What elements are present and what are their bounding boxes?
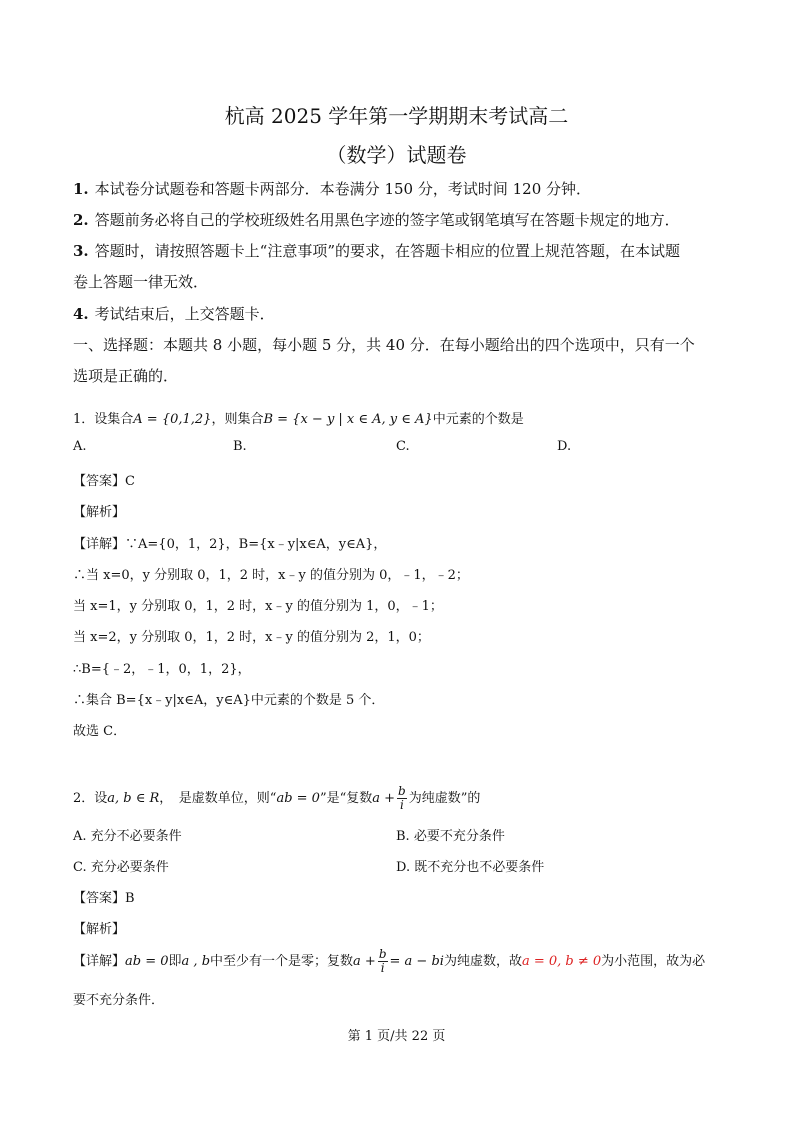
- b-over-i-fraction-detail: $\frac{b}{i}$: [378, 947, 387, 975]
- q1-answer: 【答案】C: [73, 474, 135, 489]
- question-1: 1．设集合A = {0,1,2}，则集合B = {x − y | x ∈ A, y ∈ A}中元素的个数是: [73, 412, 524, 427]
- q1-option-a: A.: [73, 439, 87, 454]
- q2-option-b: B. 必要不充分条件: [396, 829, 505, 844]
- section-header-line2: 选项是正确的．: [73, 367, 179, 385]
- set-a-formula: A = {0,1,2}: [133, 412, 212, 427]
- instruction-3-cont: 卷上答题一律无效．: [73, 273, 209, 291]
- q1-option-c: C.: [396, 439, 410, 454]
- q2-option-a: A. 充分不必要条件: [73, 829, 182, 844]
- b-over-i-fraction: $\frac{b}{i}$: [398, 784, 406, 812]
- q2-option-d: D. 既不充分也不必要条件: [396, 860, 545, 875]
- q1-option-d: D.: [557, 439, 572, 454]
- q2-answer: 【答案】B: [73, 891, 135, 906]
- q1-detail-line-4: 当 x=2，y 分别取 0，1，2 时，x﹣y 的值分别为 2，1，0；: [73, 630, 430, 645]
- q1-detail-line-3: 当 x=1，y 分别取 0，1，2 时，x﹣y 的值分别为 1，0，﹣1；: [73, 599, 443, 614]
- q1-detail-line-6: ∴集合 B={x﹣y|x∈A，y∈A}中元素的个数是 5 个．: [73, 693, 385, 708]
- q1-analysis-tag: 【解析】: [73, 505, 126, 520]
- q1-conclusion: 故选 C．: [73, 724, 127, 739]
- instruction-1: 1. 本试卷分试题卷和答题卡两部分．本卷满分 150 分，考试时间 120 分钟．: [73, 180, 592, 198]
- section-header-line1: 一、选择题：本题共 8 小题，每小题 5 分，共 40 分．在每小题给出的四个选项中，只有一个: [73, 336, 695, 354]
- red-condition: a = 0, b ≠ 0: [521, 954, 602, 969]
- ab-zero-formula: ab = 0: [276, 791, 320, 806]
- exam-title: 杭高 2025 学年第一学期期末考试高二: [224, 104, 569, 128]
- exam-subtitle: （数学）试题卷: [326, 143, 467, 167]
- q1-detail-line-2: ∴当 x=0，y 分别取 0，1，2 时，x﹣y 的值分别为 0，﹣1，﹣2；: [73, 568, 469, 583]
- question-2: 2．设a, b ∈ R， 是虚数单位，则“ab = 0”是“复数a + $\frac{b}{i}$ 为纯虚数”的: [73, 784, 481, 812]
- q2-detail-line-1: 【详解】ab = 0即a , b中至少有一个是零；复数a + $\frac{b}{i}$ = a − bi为纯虚数，故a = 0, b ≠ 0为小范围，故为必: [73, 947, 706, 975]
- q1-detail-line-1: 【详解】∵A={0，1，2}，B={x﹣y|x∈A，y∈A}，: [73, 537, 387, 552]
- set-b-formula: B = {x − y | x ∈ A, y ∈ A}: [263, 412, 433, 427]
- q2-analysis-tag: 【解析】: [73, 922, 126, 937]
- q1-option-b: B.: [233, 439, 247, 454]
- q1-detail-line-5: ∴B={﹣2，﹣1，0，1，2}，: [73, 662, 251, 677]
- instruction-2: 2. 答题前务必将自己的学校班级姓名用黑色字迹的签字笔或钢笔填写在答题卡规定的地方．: [73, 211, 680, 229]
- instruction-3: 3. 答题时，请按照答题卡上“注意事项”的要求，在答题卡相应的位置上规范答题，在本试题: [73, 242, 681, 260]
- q2-detail-line-2: 要不充分条件．: [73, 993, 165, 1008]
- instruction-4: 4. 考试结束后，上交答题卡．: [73, 305, 275, 323]
- q2-option-c: C. 充分必要条件: [73, 860, 169, 875]
- ab-in-r-formula: a, b ∈ R: [107, 791, 160, 806]
- page-footer: 第 1 页/共 22 页: [347, 1029, 446, 1044]
